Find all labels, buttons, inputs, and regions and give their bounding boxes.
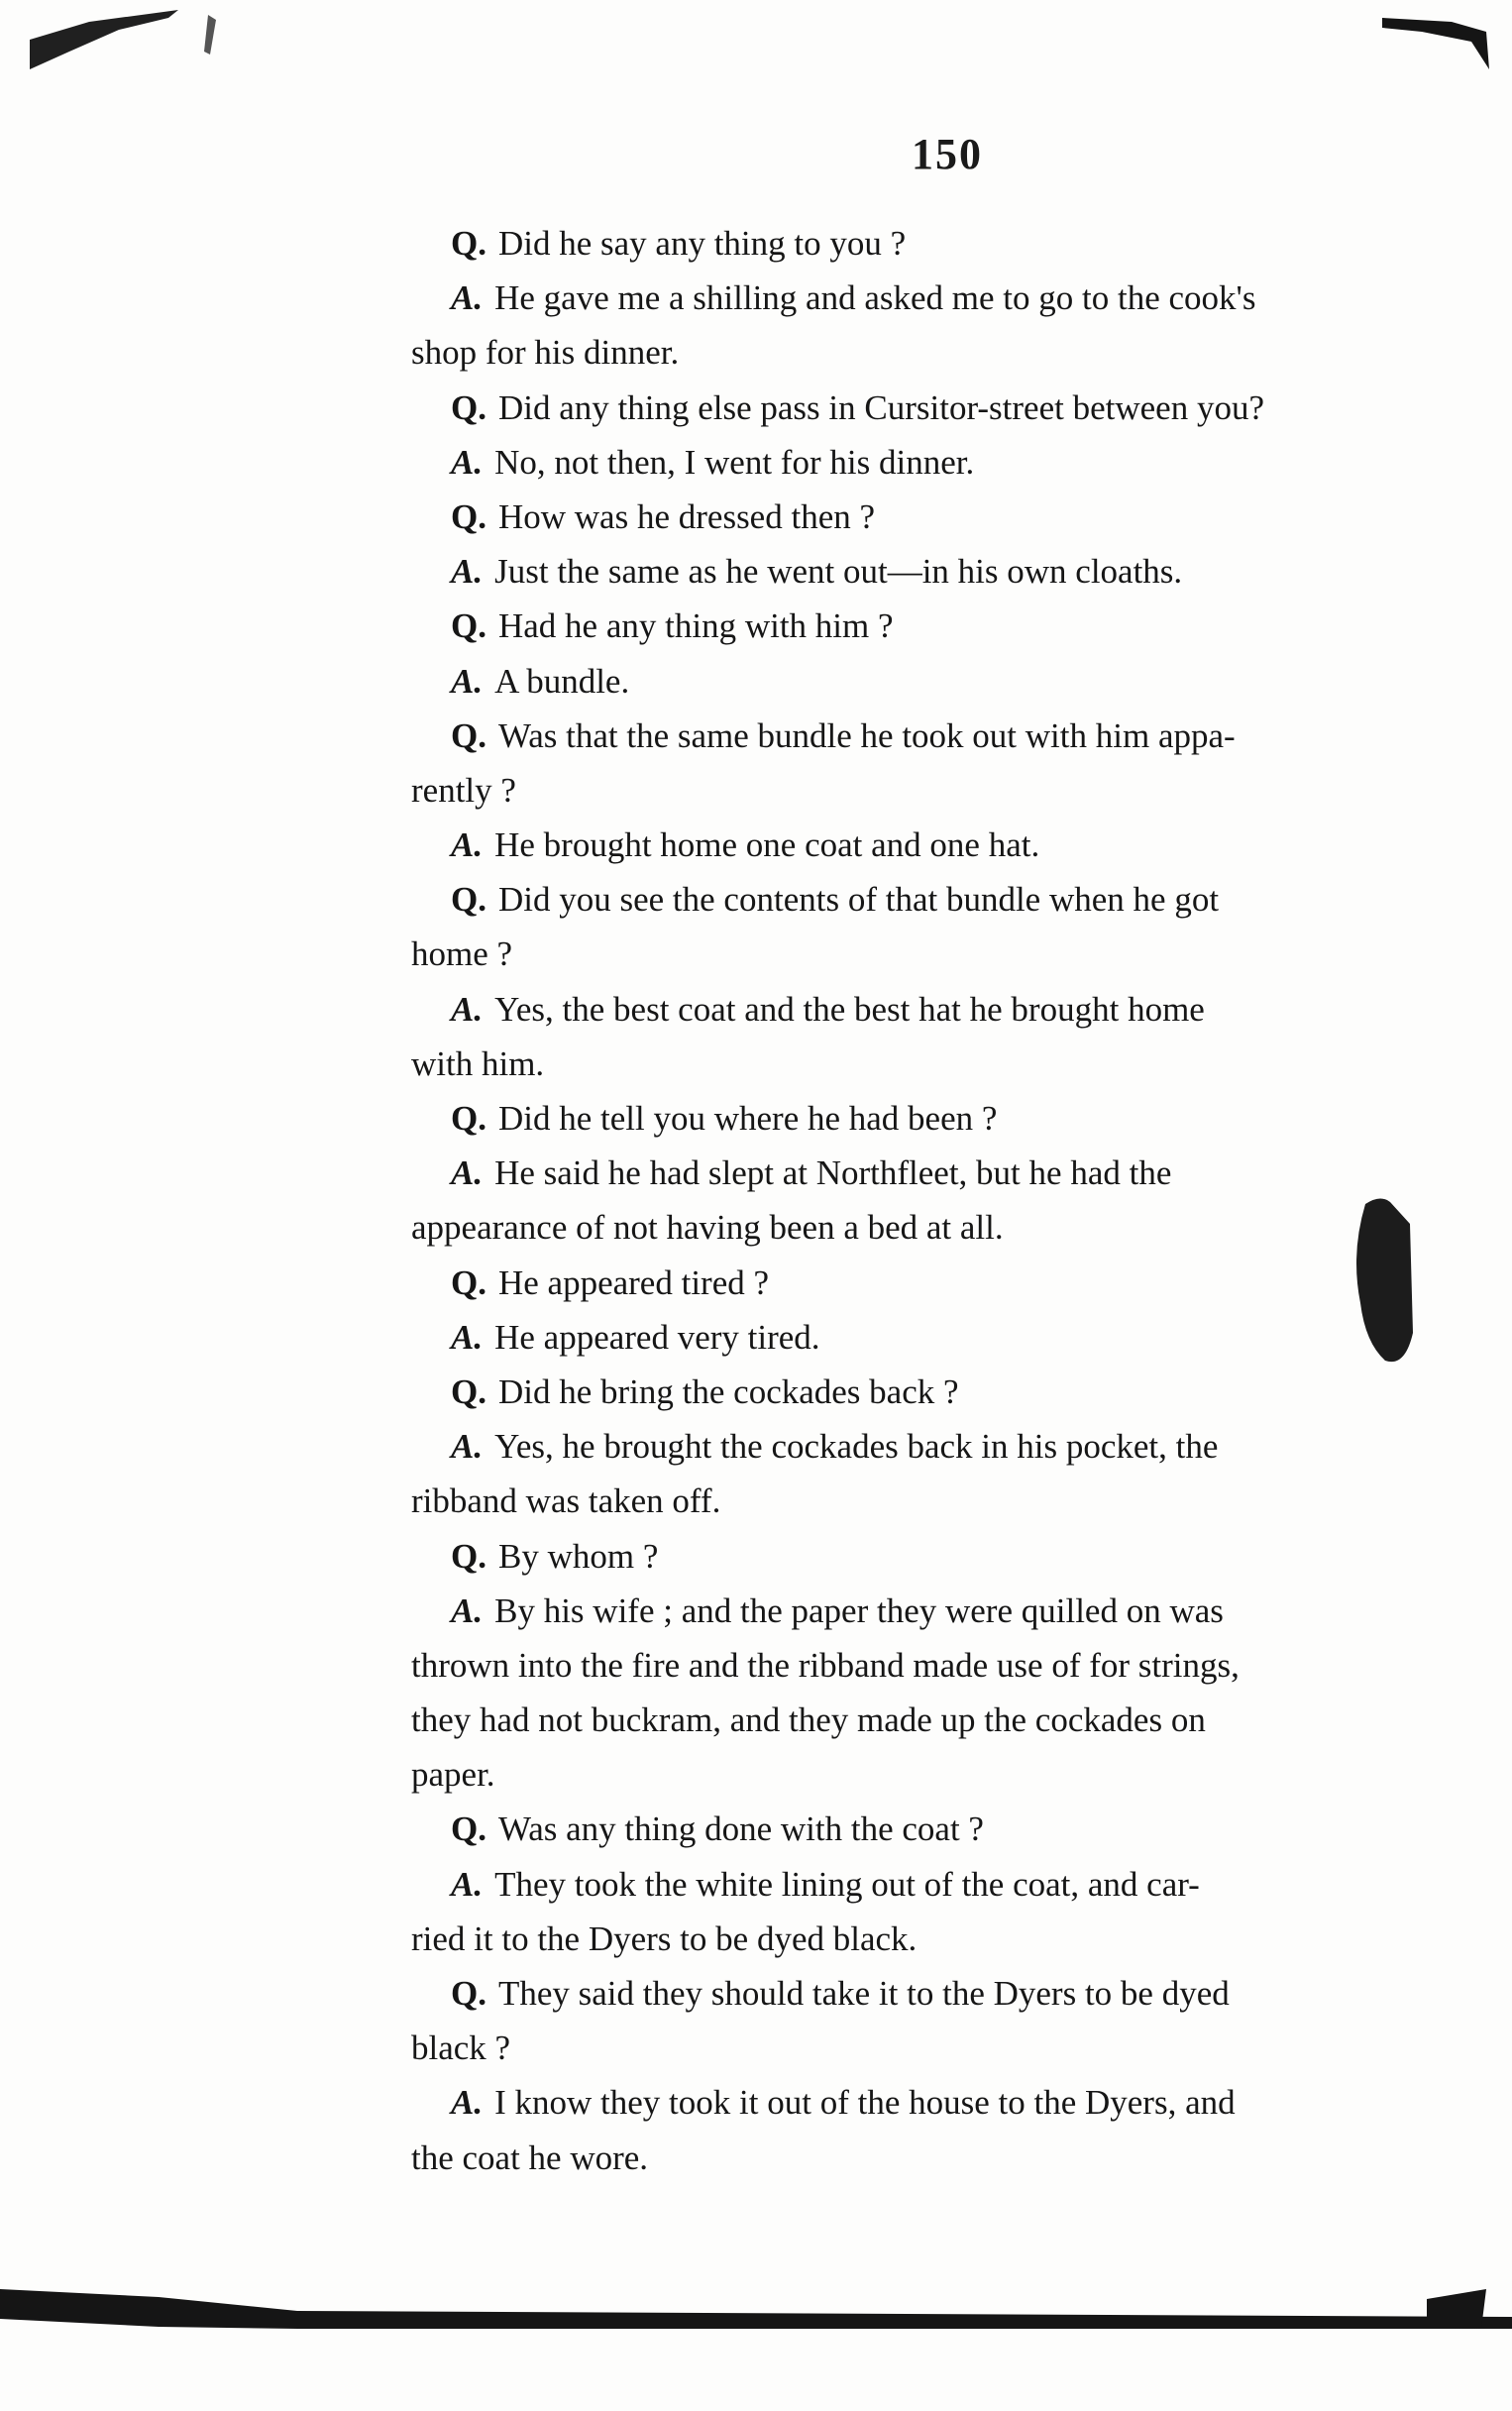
answer-line <box>411 2131 1461 2185</box>
question-line <box>411 381 1461 435</box>
answer-line <box>411 1310 1461 1365</box>
line-text: Did he bring the cockades back ? <box>497 1371 959 1411</box>
line-text: They said they should take it to the Dyers to be dyed <box>497 1974 1230 2013</box>
line-text: He appeared very tired. <box>494 1317 820 1357</box>
line-text: A bundle. <box>494 661 630 701</box>
line-text: ried it to the Dyers to be dyed black. <box>411 1918 918 1958</box>
line-text: they had not buckram, and they made up the cockades on <box>411 1700 1206 1740</box>
line-text: Yes, the best coat and the best hat he brought home <box>494 989 1205 1029</box>
scan-smudge-top-left <box>30 0 218 69</box>
line-text: He gave me a shilling and asked me to go to the cook's <box>494 278 1256 318</box>
answer-line <box>411 818 1461 872</box>
line-text: They took the white lining out of the coat, and car- <box>494 1864 1200 1904</box>
answer-line <box>411 1857 1461 1912</box>
dialogue-text <box>411 216 1461 2185</box>
speaker-a: A. <box>451 278 484 318</box>
line-text: By his wife ; and the paper they were quilled on was <box>494 1590 1224 1630</box>
line-text: He appeared tired ? <box>497 1262 770 1302</box>
line-text: Was any thing done with the coat ? <box>497 1809 984 1849</box>
speaker-q: Q. <box>451 1262 486 1302</box>
speaker-q: Q. <box>451 1371 486 1411</box>
question-line <box>411 1256 1461 1310</box>
speaker-a: A. <box>451 1590 484 1630</box>
line-text: Did he tell you where he had been ? <box>497 1099 998 1138</box>
question-line <box>411 1802 1461 1856</box>
answer-line <box>411 544 1461 599</box>
line-text: with him. <box>411 1043 545 1083</box>
answer-line <box>411 271 1461 325</box>
question-line <box>411 490 1461 544</box>
line-text: Just the same as he went out—in his own cloaths. <box>494 552 1183 592</box>
line-text: rently ? <box>411 770 516 810</box>
speaker-q: Q. <box>451 1809 486 1849</box>
answer-line <box>411 982 1461 1037</box>
question-line <box>411 1091 1461 1146</box>
speaker-q: Q. <box>451 496 486 536</box>
speaker-a: A. <box>451 442 484 482</box>
line-text: He said he had slept at Northfleet, but he had the <box>494 1153 1172 1193</box>
question-line <box>411 216 1461 271</box>
question-line <box>411 709 1461 763</box>
line-text: appearance of not having been a bed at all. <box>411 1208 1004 1248</box>
question-line <box>411 927 1461 981</box>
speaker-q: Q. <box>451 1536 486 1576</box>
answer-line <box>411 2075 1461 2130</box>
line-text: By whom ? <box>497 1536 659 1576</box>
answer-line <box>411 1200 1461 1255</box>
answer-line <box>411 325 1461 380</box>
line-text: home ? <box>411 934 513 974</box>
speaker-a: A. <box>451 1864 484 1904</box>
line-text: No, not then, I went for his dinner. <box>494 442 975 482</box>
speaker-a: A. <box>451 552 484 592</box>
answer-line <box>411 1584 1461 1638</box>
question-line <box>411 1365 1461 1419</box>
question-line <box>411 1966 1461 2021</box>
line-text: Did he say any thing to you ? <box>497 224 907 263</box>
speaker-q: Q. <box>451 387 486 427</box>
speaker-q: Q. <box>451 715 486 755</box>
answer-line <box>411 1912 1461 1966</box>
scan-smudge-top-right <box>1382 12 1491 71</box>
line-text: shop for his dinner. <box>411 333 680 373</box>
bottom-edge-rule <box>0 2289 1512 2408</box>
question-line <box>411 872 1461 927</box>
answer-line <box>411 1037 1461 1091</box>
question-line <box>411 2021 1461 2075</box>
line-text: thrown into the fire and the ribband made use of for strings, <box>411 1645 1240 1685</box>
question-line <box>411 763 1461 818</box>
answer-line <box>411 1747 1461 1802</box>
answer-line <box>411 1693 1461 1747</box>
line-text: I know they took it out of the house to the Dyers, and <box>494 2083 1236 2123</box>
speaker-q: Q. <box>451 606 486 646</box>
line-text: How was he dressed then ? <box>497 496 876 536</box>
line-text: the coat he wore. <box>411 2137 649 2177</box>
answer-line <box>411 1146 1461 1200</box>
speaker-a: A. <box>451 825 484 865</box>
question-line <box>411 599 1461 653</box>
speaker-a: A. <box>451 1153 484 1193</box>
speaker-a: A. <box>451 1427 484 1467</box>
question-line <box>411 1529 1461 1584</box>
speaker-a: A. <box>451 661 484 701</box>
line-text: He brought home one coat and one hat. <box>494 825 1040 865</box>
speaker-a: A. <box>451 989 484 1029</box>
line-text: ribband was taken off. <box>411 1481 721 1521</box>
speaker-q: Q. <box>451 1099 486 1138</box>
line-text: black ? <box>411 2028 511 2068</box>
line-text: Yes, he brought the cockades back in his pocket, the <box>494 1427 1219 1467</box>
speaker-q: Q. <box>451 1974 486 2013</box>
answer-line <box>411 1474 1461 1528</box>
speaker-a: A. <box>451 2083 484 2123</box>
speaker-a: A. <box>451 1317 484 1357</box>
line-text: Was that the same bundle he took out with him appa- <box>497 715 1236 755</box>
line-text: Had he any thing with him ? <box>497 606 894 646</box>
speaker-q: Q. <box>451 224 486 263</box>
line-text: Did you see the contents of that bundle when he got <box>497 880 1220 920</box>
speaker-q: Q. <box>451 880 486 920</box>
answer-line <box>411 1419 1461 1474</box>
answer-line <box>411 654 1461 709</box>
answer-line <box>411 1638 1461 1693</box>
page-number: 150 <box>912 130 983 178</box>
line-text: Did any thing else pass in Cursitor-street between you? <box>497 387 1264 427</box>
line-text: paper. <box>411 1755 495 1795</box>
answer-line <box>411 435 1461 490</box>
